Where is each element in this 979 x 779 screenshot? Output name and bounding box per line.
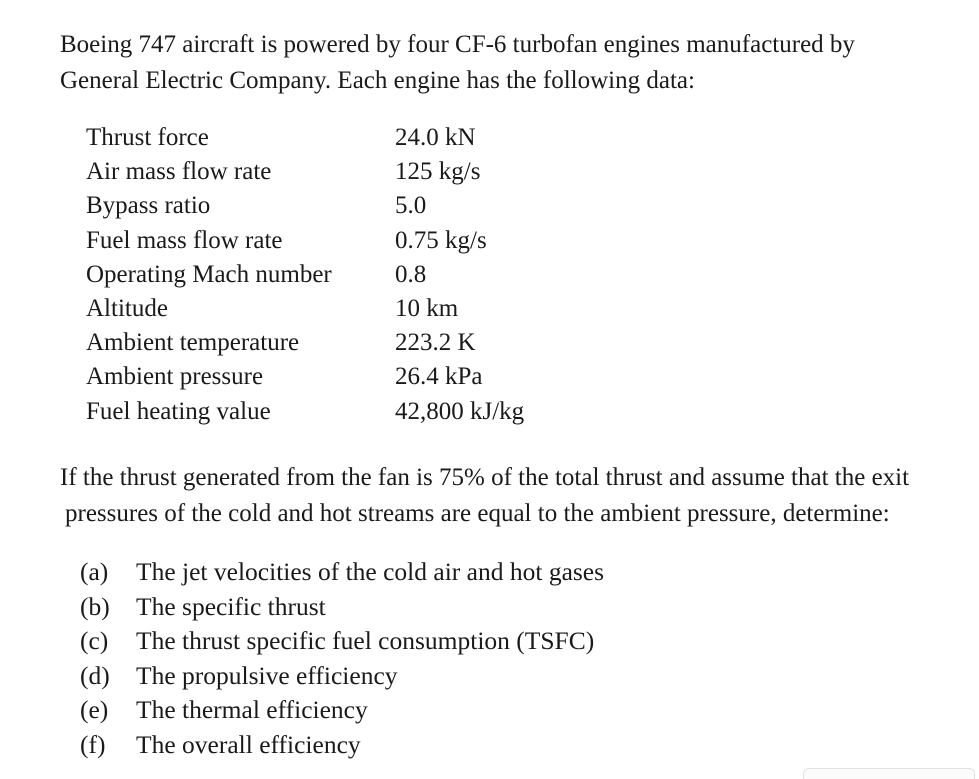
data-label: Air mass flow rate	[86, 158, 272, 186]
part-marker: (e)	[80, 695, 109, 724]
intro-line-2: General Electric Company. Each engine has the following data:	[60, 67, 695, 94]
part-marker: (c)	[80, 626, 109, 655]
part-text: The thermal efficiency	[136, 695, 368, 724]
question-paragraph	[60, 460, 965, 532]
data-label: Altitude	[86, 295, 168, 323]
data-label: Bypass ratio	[86, 192, 211, 220]
question-line-2: pressures of the cold and hot streams are equal to the ambient pressure, determine:	[65, 500, 890, 527]
data-value: 10 km	[395, 295, 459, 323]
table-row	[86, 155, 595, 189]
part-marker: (f)	[80, 729, 106, 759]
table-row	[86, 258, 595, 292]
list-item	[80, 659, 604, 694]
data-value: 0.75 kg/s	[395, 226, 487, 254]
part-text: The jet velocities of the cold air and hot gases	[136, 557, 605, 586]
list-item	[80, 624, 604, 659]
data-value: 223.2 K	[395, 329, 476, 357]
part-text: The overall efficiency	[136, 729, 361, 759]
data-value: 42,800 kJ/kg	[395, 397, 525, 425]
question-line-1: If the thrust generated from the fan is 75% of the total thrust and assume that the exit	[60, 464, 910, 491]
list-item	[80, 693, 604, 728]
data-label: Operating Mach number	[86, 260, 332, 288]
intro-paragraph	[60, 27, 960, 99]
question-parts-list	[80, 555, 604, 762]
data-value: 5.0	[395, 192, 427, 220]
table-row	[86, 360, 595, 394]
intro-line-1: Boeing 747 aircraft is powered by four CF-6 turbofan engines manufactured by	[60, 31, 855, 58]
table-row	[86, 121, 595, 155]
list-item	[80, 728, 604, 763]
data-value: 0.8	[395, 260, 427, 288]
part-text: The propulsive efficiency	[136, 660, 398, 690]
part-marker: (d)	[80, 660, 110, 690]
table-row	[86, 395, 595, 429]
data-value: 24.0 kN	[395, 124, 476, 152]
data-label: Ambient pressure	[86, 363, 264, 391]
engine-data-table	[86, 121, 595, 429]
data-label: Fuel mass flow rate	[86, 226, 283, 254]
list-item	[80, 590, 604, 625]
table-row	[86, 292, 595, 326]
part-marker: (a)	[80, 557, 109, 586]
data-value: 125 kg/s	[395, 158, 481, 186]
data-label: Ambient temperature	[86, 329, 300, 357]
data-label: Thrust force	[86, 124, 209, 152]
data-label: Fuel heating value	[86, 397, 271, 425]
table-row	[86, 189, 595, 223]
data-value: 26.4 kPa	[395, 363, 483, 391]
part-marker: (b)	[80, 591, 110, 621]
part-text: The specific thrust	[136, 591, 326, 621]
part-text: The thrust specific fuel consumption (TSFC)	[136, 626, 595, 655]
list-item	[80, 555, 604, 590]
table-row	[86, 224, 595, 258]
bottom-right-tab-edge	[803, 768, 975, 779]
table-row	[86, 326, 595, 360]
